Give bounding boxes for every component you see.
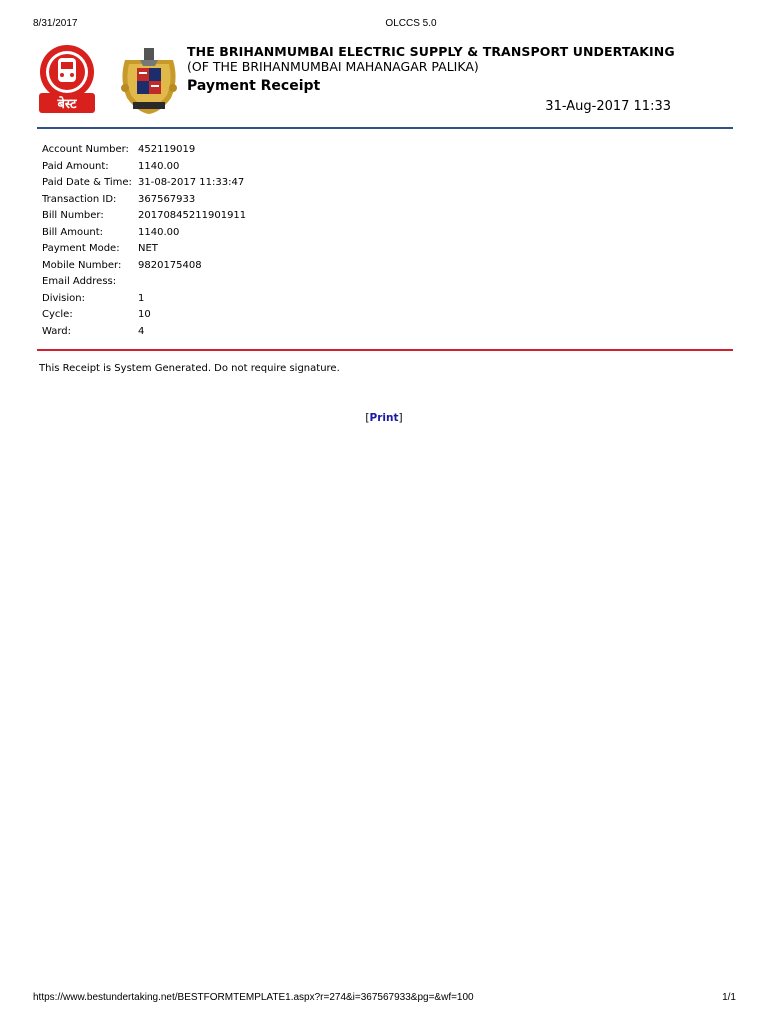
system-generated-note: This Receipt is System Generated. Do not require signature. xyxy=(39,363,340,374)
detail-label: Paid Amount: xyxy=(42,160,109,172)
detail-label: Payment Mode: xyxy=(42,243,120,254)
print-bracket-open: [ xyxy=(365,412,370,424)
detail-row-ward xyxy=(42,324,246,341)
print-link[interactable]: Print xyxy=(369,412,399,424)
detail-value: 1 xyxy=(138,292,145,304)
detail-value: 1140.00 xyxy=(138,226,180,238)
detail-row-division xyxy=(42,291,246,308)
detail-value: 452119019 xyxy=(138,144,196,155)
detail-label: Mobile Number: xyxy=(42,259,122,271)
detail-label: Ward: xyxy=(42,325,72,337)
detail-label: Transaction ID: xyxy=(42,193,117,205)
print-page-title: OLCCS 5.0 xyxy=(385,18,437,29)
detail-value: 9820175408 xyxy=(138,259,202,271)
detail-label: Paid Date & Time: xyxy=(42,177,132,188)
detail-label: Bill Number: xyxy=(42,210,104,221)
print-link-wrapper xyxy=(0,412,768,424)
details-divider xyxy=(37,349,733,351)
detail-value: 1140.00 xyxy=(138,160,180,172)
detail-row-email-address xyxy=(42,274,246,291)
detail-label: Cycle: xyxy=(42,309,73,320)
header-divider xyxy=(37,127,733,129)
detail-value: 4 xyxy=(138,325,145,337)
bmc-crest-logo xyxy=(115,40,183,116)
best-logo xyxy=(38,41,96,114)
print-footer xyxy=(0,992,768,1006)
detail-label: Bill Amount: xyxy=(42,226,104,238)
detail-value: 367567933 xyxy=(138,193,196,205)
best-logo-text: बेस्ट xyxy=(57,97,77,112)
detail-row-bill-amount xyxy=(42,225,246,242)
detail-value: 31-08-2017 11:33:47 xyxy=(138,177,245,188)
detail-row-payment-mode xyxy=(42,241,246,258)
print-bracket-close: ] xyxy=(398,412,403,424)
detail-row-mobile-number xyxy=(42,258,246,275)
detail-row-paid-amount xyxy=(42,159,246,176)
print-header xyxy=(0,18,768,32)
detail-row-paid-date-time xyxy=(42,175,246,192)
detail-label: Division: xyxy=(42,292,85,304)
detail-value: 10 xyxy=(138,309,151,320)
detail-row-bill-number xyxy=(42,208,246,225)
print-date: 8/31/2017 xyxy=(33,18,78,29)
detail-row-transaction-id xyxy=(42,192,246,209)
detail-row-account-number xyxy=(42,142,246,159)
page-url: https://www.bestundertaking.net/BESTFORMTEMPLATE1.aspx?r=274&i=367567933&pg=&wf=100 xyxy=(33,992,474,1003)
page-title: Payment Receipt xyxy=(187,78,321,94)
org-subtitle: (OF THE BRIHANMUMBAI MAHANAGAR PALIKA) xyxy=(187,59,479,74)
detail-label: Account Number: xyxy=(42,144,129,155)
detail-value: NET xyxy=(138,243,158,254)
page-number: 1/1 xyxy=(722,992,736,1003)
detail-row-cycle xyxy=(42,307,246,324)
receipt-datetime: 31-Aug-2017 11:33 xyxy=(545,99,671,114)
org-name: THE BRIHANMUMBAI ELECTRIC SUPPLY & TRANSPORT UNDERTAKING xyxy=(187,44,675,59)
detail-value: 20170845211901911 xyxy=(138,210,247,221)
detail-label: Email Address: xyxy=(42,276,117,287)
receipt-details xyxy=(42,142,246,340)
